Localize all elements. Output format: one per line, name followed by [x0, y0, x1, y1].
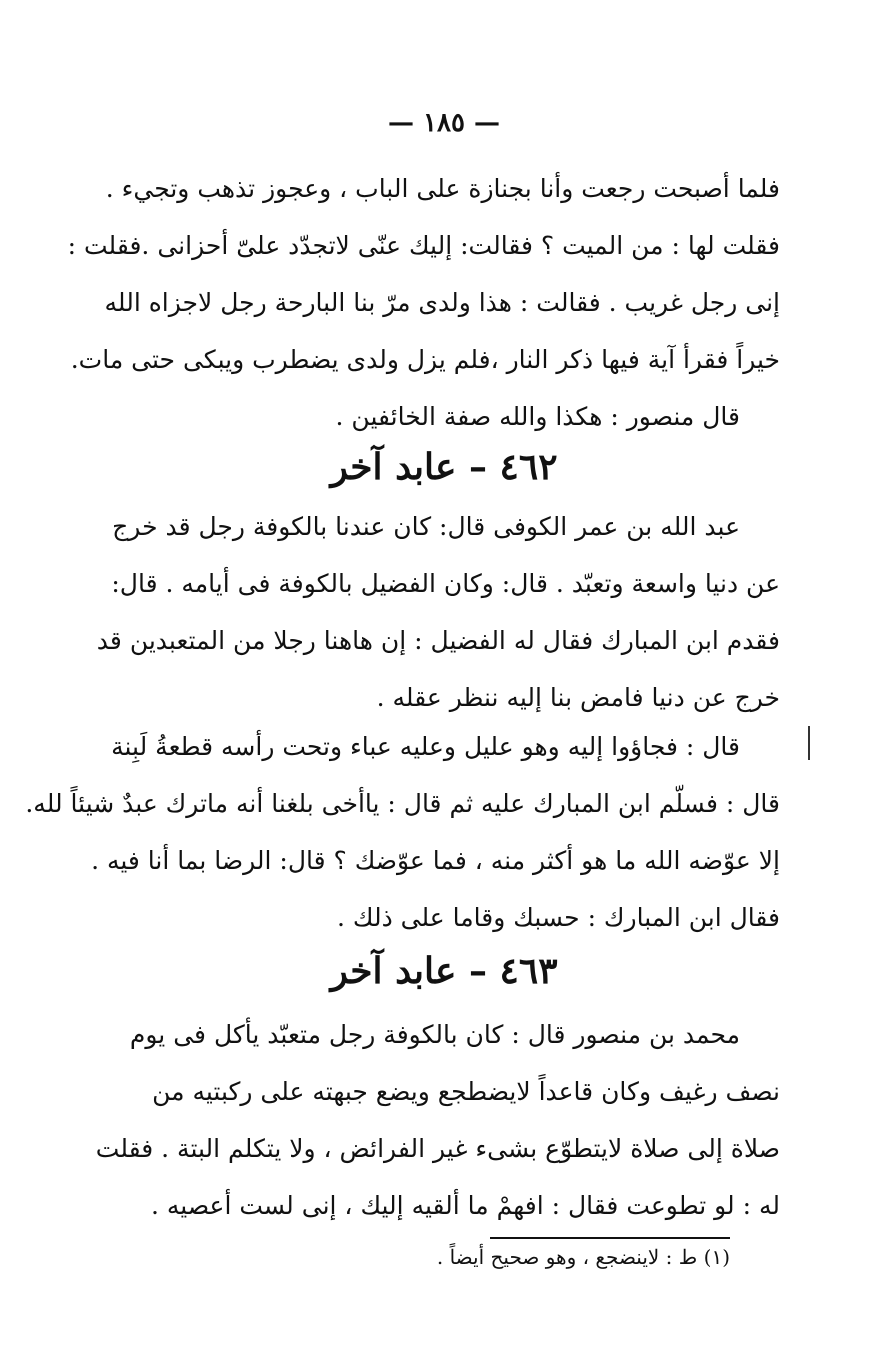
footnote-divider — [490, 1237, 730, 1239]
text-line: فقدم ابن المبارك فقال له الفضيل : إن هاهنا رجلا من المتعبدين قد — [96, 626, 780, 655]
text-line: فقال ابن المبارك : حسبك وقاما على ذلك . — [337, 903, 780, 932]
text-line: عن دنيا واسعة وتعبّد . قال: وكان الفضيل بالكوفة فى أيامه . قال: — [111, 569, 780, 598]
text-line: إلا عوّضه الله ما هو أكثر منه ، فما عوّضك ؟ قال: الرضا بما أنا فيه . — [91, 846, 780, 875]
heading-463: ٤٦٣ – عابد آخر — [330, 950, 558, 992]
text-line: صلاة إلى صلاة لايتطوّع بشىء غير الفرائض ، ولا يتكلم البتة . فقلت — [95, 1134, 780, 1163]
text-line: خيراً فقرأ آية فيها ذكر النار ،فلم يزل ولدى يضطرب ويبكى حتى مات. — [70, 345, 780, 374]
text-line: قال : فجاؤوا إليه وهو عليل وعليه عباء وتحت رأسه قطعةُ لَبِنة — [111, 732, 740, 761]
text-line: قال : فسلّم ابن المبارك عليه ثم قال : ياأخى بلغنا أنه ماترك عبدٌ شيئاً لله. — [25, 789, 780, 818]
text-line: خرج عن دنيا فامض بنا إليه ننظر عقله . — [376, 683, 780, 712]
text-line: عبد الله بن عمر الكوفى قال: كان عندنا بالكوفة رجل قد خرج — [112, 512, 740, 541]
text-line: فقلت لها : من الميت ؟ فقالت: إليك عنّى لاتجدّد علىّ أحزانى .فقلت : — [67, 231, 780, 260]
text-line: إنى رجل غريب . فقالت : هذا ولدى مرّ بنا البارحة رجل لاجزاه الله — [104, 288, 780, 317]
text-line: له : لو تطوعت فقال : افهمْ ما ألقيه إليك ، إنى لست أعصيه . — [151, 1191, 780, 1220]
section-2-paragraph-2 — [25, 718, 780, 946]
text-line: قال منصور : هكذا والله صفة الخائفين . — [335, 402, 740, 431]
margin-mark — [808, 726, 810, 760]
text-line: فلما أصبحت رجعت وأنا بجنازة على الباب ، وعجوز تذهب وتجيء . — [105, 174, 780, 203]
section-1-text — [67, 160, 780, 445]
section-3-paragraph-1 — [95, 1006, 780, 1234]
page-number: — ١٨٥ — — [387, 108, 501, 138]
section-2-paragraph-1 — [96, 498, 780, 726]
text-line: نصف رغيف وكان قاعداً لايضطجع ويضع جبهته على ركبتيه من — [152, 1077, 780, 1106]
footnote: (١) ط : لاينضجع ، وهو صحيح أيضاً . — [436, 1245, 730, 1269]
text-line: محمد بن منصور قال : كان بالكوفة رجل متعبّد يأكل فى يوم — [129, 1020, 740, 1049]
heading-462: ٤٦٢ – عابد آخر — [330, 446, 558, 488]
